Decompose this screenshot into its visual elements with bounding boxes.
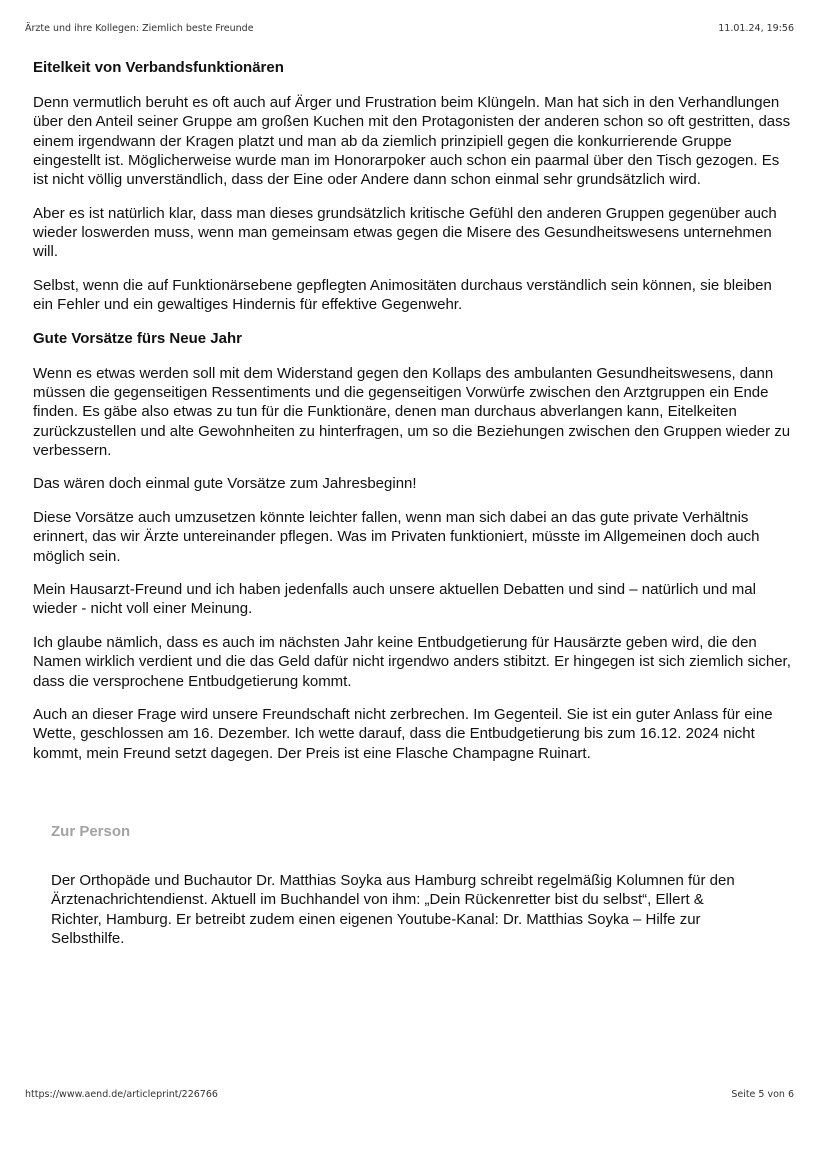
paragraph: Denn vermutlich beruht es oft auch auf Ärger und Frustration beim Klüngeln. Man hat sich in den Verhandlungen über den Anteil seiner Gruppe am großen Kuchen mit den Protagonisten der anderen schon so oft gestritten, dass einem irgendwann der Kragen platzt und man ab da ziemlich prinzipiell gegen die konkurrierende Gruppe eingestellt ist. Möglicherweise wurde man im Honorarpoker auch schon ein paarmal über den Tisch gezogen. Es ist nicht völlig unverständlich, dass der Eine oder Andere dann schon einmal sehr grundsätzlich wird. (33, 94, 791, 189)
paragraph: Wenn es etwas werden soll mit dem Widerstand gegen den Kollaps des ambulanten Gesundheitswesens, dann müssen die gegenseitigen Ressentiments und die gegenseitigen Vorwürfe zwischen den Arztgruppen ein Ende finden. Es gäbe also etwas zu tun für die Funktionäre, denen man durchaus abverlangen kann, Eitelkeiten zurückzustellen und alte Gewohnheiten zu hinterfragen, um so die Beziehungen zwischen den Gruppen wieder zu verbessern. (33, 364, 791, 459)
author-box-title: Zur Person (51, 823, 131, 840)
print-header-title: Ärzte und ihre Kollegen: Ziemlich beste Freunde (25, 23, 254, 34)
print-footer (25, 1089, 794, 1103)
print-header-datetime: 11.01.24, 19:56 (718, 23, 794, 34)
print-header (25, 23, 794, 37)
author-bio: Der Orthopäde und Buchautor Dr. Matthias Soyka aus Hamburg schreibt regelmäßig Kolumnen für den Ärztenachrichtendienst. Aktuell im Buchhandel von ihm: „Dein Rückenretter bist du selbst“, Ellert & Richter, Hamburg. Er betreibt zudem einen eigenen Youtube-Kanal: Dr. Matthias Soyka – Hilfe zur Selbsthilfe. (51, 872, 735, 947)
paragraph: Auch an dieser Frage wird unsere Freundschaft nicht zerbrechen. Im Gegenteil. Sie ist ein guter Anlass für eine Wette, geschlossen am 16. Dezember. Ich wette darauf, dass die Entbudgetierung bis zum 16.12. 2024 nicht kommt, mein Freund setzt dagegen. Der Preis ist eine Flasche Champagne Ruinart. (33, 706, 773, 762)
footer-url: https://www.aend.de/articleprint/226766 (25, 1089, 218, 1100)
article-body (33, 58, 795, 777)
paragraph: Selbst, wenn die auf Funktionärsebene gepflegten Animositäten durchaus verständlich sein können, sie bleiben ein Fehler und ein gewaltiges Hindernis für effektive Gegenwehr. (33, 276, 772, 314)
section-heading: Gute Vorsätze fürs Neue Jahr (33, 329, 242, 347)
paragraph: Aber es ist natürlich klar, dass man dieses grundsätzlich kritische Gefühl den anderen Gruppen gegenüber auch wieder loswerden muss, wenn man gemeinsam etwas gegen die Misere des Gesundheitswesens unternehmen will. (33, 204, 777, 261)
section-heading: Eitelkeit von Verbandsfunktionären (33, 59, 284, 76)
paragraph: Diese Vorsätze auch umzusetzen könnte leichter fallen, wenn man sich dabei an das gute private Verhältnis erinnert, das wir Ärzte untereinander pflegen. Was im Privaten funktioniert, müsste im Allgemeinen doch auch möglich sein. (33, 509, 760, 565)
page-number: Seite 5 von 6 (731, 1089, 794, 1100)
paragraph: Das wären doch einmal gute Vorsätze zum Jahresbeginn! (33, 475, 417, 493)
paragraph: Mein Hausarzt-Freund und ich haben jedenfalls auch unsere aktuellen Debatten und sind – natürlich und mal wieder - nicht voll einer Meinung. (33, 581, 756, 618)
author-box (51, 822, 751, 948)
paragraph: Ich glaube nämlich, dass es auch im nächsten Jahr keine Entbudgetierung für Hausärzte geben wird, die den Namen wirklich verdient und die das Geld dafür nicht irgendwo anders stibitzt. Er hingegen ist sich ziemlich sicher, dass die versprochene Entbudgetierung kommt. (33, 634, 791, 690)
